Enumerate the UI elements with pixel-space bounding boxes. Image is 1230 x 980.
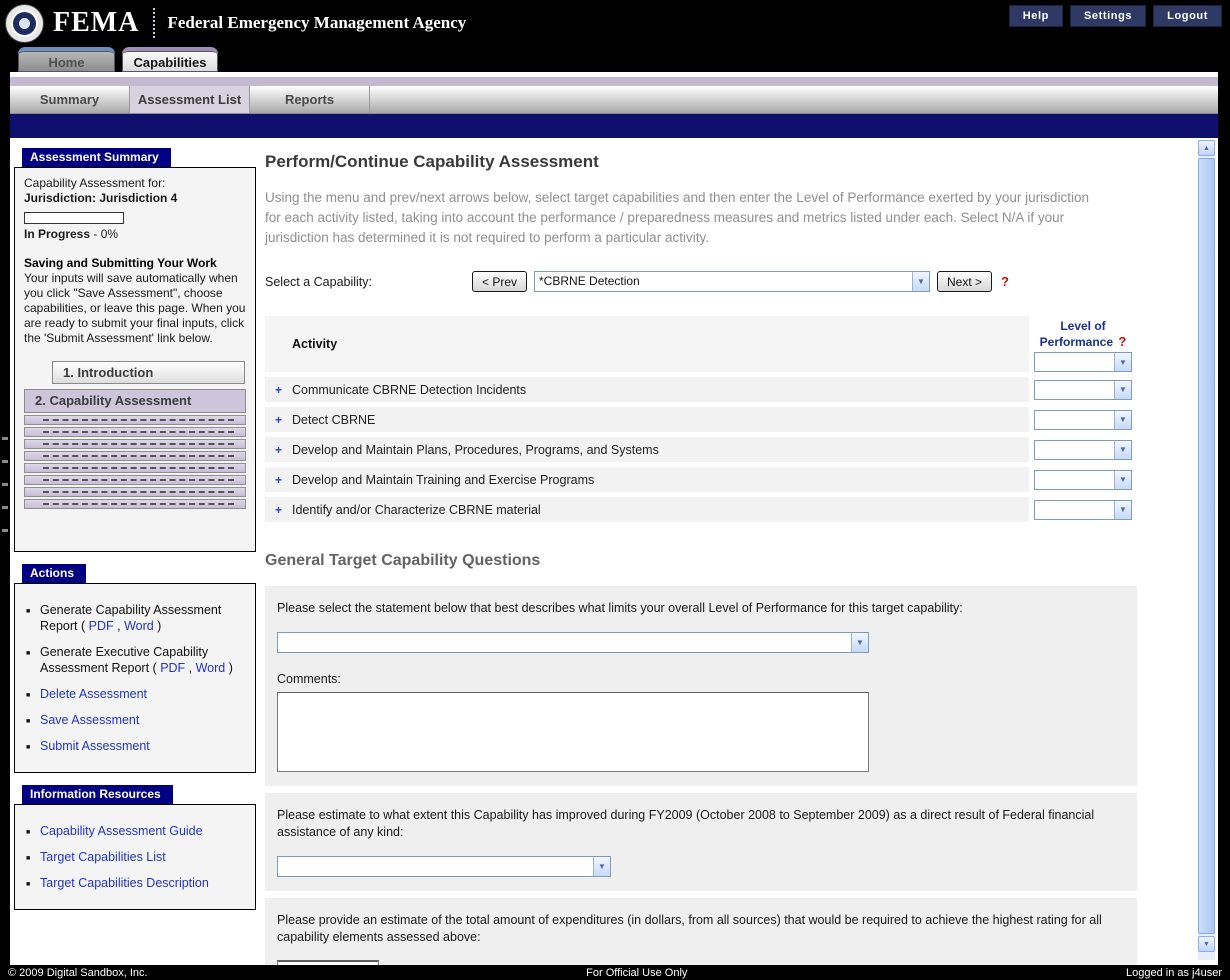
instructions-text: Using the menu and prev/next arrows below, select target capabilities and then enter the Level of Performance exerted by your jurisdiction for each activity listed, taking into account the performance / preparedness measures and metrics listed under each. Select N/A if your jurisdiction has determined it is not required to perform a particular activity. bbox=[265, 190, 1089, 245]
assessment-nav bbox=[24, 361, 246, 543]
saving-text: Your inputs will save automatically when you click "Save Assessment", choose capabilities, or leave this page. When you are ready to submit your final inputs, click the 'Submit Assessment' link below. bbox=[24, 271, 246, 345]
progress-bar bbox=[24, 212, 124, 224]
chevron-down-icon: ▼ bbox=[1114, 381, 1131, 399]
information-resources-header: Information Resources bbox=[22, 785, 173, 804]
generate-exec-report-pdf-link[interactable]: PDF bbox=[160, 661, 186, 675]
activity-table-header bbox=[265, 316, 1137, 372]
expand-icon[interactable]: + bbox=[274, 382, 282, 397]
activity-row bbox=[265, 467, 1137, 492]
help-button[interactable]: Help bbox=[1009, 5, 1063, 27]
activity-table bbox=[265, 316, 1137, 522]
action-generate-report: ■ Generate Capability Assessment Report ( PDF , Word ) bbox=[24, 602, 246, 634]
saving-title: Saving and Submitting Your Work bbox=[24, 256, 217, 270]
nav-item-collapsed[interactable] bbox=[24, 415, 246, 425]
questions-section-title: General Target Capability Questions bbox=[265, 552, 541, 569]
activity-row bbox=[265, 407, 1137, 432]
activity-label: Communicate CBRNE Detection Incidents bbox=[292, 382, 527, 397]
lop-select[interactable] bbox=[1034, 440, 1132, 460]
next-button[interactable]: Next > bbox=[937, 271, 992, 292]
brand-logo-text: FEMA bbox=[53, 7, 140, 38]
capability-assessment-guide-link[interactable]: Capability Assessment Guide bbox=[40, 824, 203, 838]
information-resources-panel bbox=[14, 785, 256, 910]
capability-assessment-for-label: Capability Assessment for: bbox=[24, 176, 166, 190]
limits-select[interactable] bbox=[277, 632, 869, 653]
question-limits-label: Please select the statement below that best describes what limits your overall Level of Performance for this target capability: bbox=[277, 601, 963, 615]
scroll-down-icon[interactable]: ▼ bbox=[1198, 936, 1215, 952]
edge-tick bbox=[2, 506, 8, 509]
lop-select[interactable] bbox=[1034, 410, 1132, 430]
nav-item-collapsed[interactable] bbox=[24, 475, 246, 485]
lop-select[interactable] bbox=[1034, 470, 1132, 490]
lop-help-icon[interactable]: ? bbox=[1118, 334, 1127, 349]
scrollbar-thumb[interactable] bbox=[1198, 158, 1215, 934]
nav-item-collapsed[interactable] bbox=[24, 427, 246, 437]
chevron-down-icon: ▼ bbox=[1114, 501, 1131, 519]
chevron-down-icon: ▼ bbox=[1114, 411, 1131, 429]
submit-assessment-link[interactable]: Submit Assessment bbox=[40, 739, 150, 753]
actions-panel bbox=[14, 564, 256, 773]
sidebar bbox=[14, 148, 256, 910]
jurisdiction-label: Jurisdiction: Jurisdiction 4 bbox=[24, 191, 178, 205]
activity-label: Develop and Maintain Training and Exercise Programs bbox=[292, 472, 595, 487]
action-submit-assessment bbox=[24, 738, 246, 754]
target-capabilities-description-link[interactable]: Target Capabilities Description bbox=[40, 876, 209, 890]
subtab-bar bbox=[10, 86, 1218, 114]
activity-row bbox=[265, 437, 1137, 462]
tab-capabilities[interactable]: Capabilities bbox=[122, 47, 218, 72]
comments-label: Comments: bbox=[277, 672, 341, 686]
action-generate-exec-report: ■ Generate Executive Capability Assessment Report ( PDF , Word ) bbox=[24, 644, 246, 676]
subtab-reports[interactable]: Reports bbox=[250, 86, 370, 113]
chevron-down-icon: ▼ bbox=[912, 272, 929, 291]
official-use-text: For Official Use Only bbox=[586, 966, 688, 979]
app-header bbox=[0, 0, 1230, 46]
save-assessment-link[interactable]: Save Assessment bbox=[40, 713, 140, 727]
edge-tick bbox=[2, 483, 8, 486]
question-improvement-label: Please estimate to what extent this Capability has improved during FY2009 (October 2008 to September 2009) as a direct result of Federal financial assistance of any kind: bbox=[277, 808, 1095, 839]
expand-icon[interactable]: + bbox=[274, 442, 282, 457]
progress-status: In Progress - 0% bbox=[24, 227, 119, 241]
nav-item-collapsed[interactable] bbox=[24, 499, 246, 509]
question-expenditure-label: Please provide an estimate of the total amount of expenditures (in dollars, from all sources) that would be required to achieve the highest rating for all capability elements assessed above: bbox=[277, 913, 1102, 944]
select-capability-label: Select a Capability: bbox=[265, 274, 373, 289]
navy-bar bbox=[10, 114, 1218, 138]
comments-textarea[interactable] bbox=[277, 692, 869, 772]
lop-select-header[interactable] bbox=[1034, 352, 1132, 372]
action-save-assessment bbox=[24, 712, 246, 728]
resource-item bbox=[24, 849, 246, 865]
question-improvement-panel bbox=[265, 793, 1137, 891]
question-limits-panel bbox=[265, 586, 1137, 786]
capability-help-icon[interactable]: ? bbox=[1001, 274, 1009, 289]
edge-tick bbox=[2, 437, 8, 440]
subtab-summary[interactable]: Summary bbox=[10, 86, 130, 113]
chevron-down-icon: ▼ bbox=[593, 857, 610, 876]
logged-in-text: Logged in as j4user bbox=[1125, 966, 1222, 979]
activity-row bbox=[265, 497, 1137, 522]
copyright-text: © 2009 Digital Sandbox, Inc. bbox=[8, 966, 148, 979]
expand-icon[interactable]: + bbox=[274, 472, 282, 487]
expand-icon[interactable]: + bbox=[274, 412, 282, 427]
generate-exec-report-word-link[interactable]: Word bbox=[195, 661, 226, 675]
page-title: Perform/Continue Capability Assessment bbox=[265, 152, 599, 171]
settings-button[interactable]: Settings bbox=[1070, 5, 1146, 27]
tab-home[interactable]: Home bbox=[18, 47, 115, 72]
activity-label: Identify and/or Characterize CBRNE material bbox=[292, 502, 541, 517]
delete-assessment-link[interactable]: Delete Assessment bbox=[40, 687, 147, 701]
footer bbox=[0, 965, 1230, 980]
content-area bbox=[10, 138, 1218, 964]
nav-item-collapsed[interactable] bbox=[24, 463, 246, 473]
chevron-down-icon: ▼ bbox=[1114, 471, 1131, 489]
nav-item-collapsed[interactable] bbox=[24, 487, 246, 497]
lop-select[interactable] bbox=[1034, 500, 1132, 520]
header-divider bbox=[153, 8, 155, 38]
resource-item bbox=[24, 875, 246, 891]
capability-select[interactable]: *CBRNE Detection ▼ bbox=[534, 271, 930, 292]
dhs-seal-icon bbox=[6, 5, 43, 42]
activity-row bbox=[265, 377, 1137, 402]
content-sheet bbox=[10, 72, 1218, 965]
expand-icon[interactable]: + bbox=[274, 502, 282, 517]
agency-name: Federal Emergency Management Agency bbox=[167, 13, 467, 32]
lop-select[interactable] bbox=[1034, 380, 1132, 400]
activity-column-header: Activity bbox=[265, 316, 1029, 372]
nav-item-capability-assessment[interactable]: 2. Capability Assessment bbox=[24, 389, 246, 413]
improvement-select[interactable] bbox=[277, 856, 611, 877]
lavender-strip bbox=[10, 77, 1218, 86]
assessment-summary-header: Assessment Summary bbox=[22, 148, 171, 167]
edge-tick bbox=[2, 460, 8, 463]
chevron-down-icon: ▼ bbox=[1114, 353, 1131, 371]
nav-item-collapsed[interactable] bbox=[24, 439, 246, 449]
chevron-down-icon: ▼ bbox=[1114, 441, 1131, 459]
action-delete-assessment bbox=[24, 686, 246, 702]
nav-item-introduction[interactable]: 1. Introduction bbox=[52, 361, 245, 384]
assessment-summary-panel bbox=[14, 148, 256, 552]
main-panel bbox=[265, 152, 1155, 980]
scroll-up-icon[interactable]: ▲ bbox=[1198, 140, 1215, 156]
level-of-performance-header: Level of Performance ? bbox=[1039, 319, 1127, 349]
chevron-down-icon: ▼ bbox=[851, 633, 868, 652]
prev-button[interactable]: < Prev bbox=[472, 271, 527, 292]
resource-item bbox=[24, 823, 246, 839]
activity-label: Detect CBRNE bbox=[292, 412, 376, 427]
capability-selector-row bbox=[265, 271, 1155, 292]
generate-report-pdf-link[interactable]: PDF bbox=[88, 619, 114, 633]
edge-tick bbox=[2, 529, 8, 532]
logout-button[interactable]: Logout bbox=[1153, 5, 1222, 27]
vertical-scrollbar[interactable] bbox=[1198, 140, 1215, 960]
target-capabilities-list-link[interactable]: Target Capabilities List bbox=[40, 850, 166, 864]
subtab-assessment-list[interactable]: Assessment List bbox=[130, 86, 250, 113]
actions-header: Actions bbox=[22, 564, 86, 583]
generate-report-word-link[interactable]: Word bbox=[124, 619, 154, 633]
nav-item-collapsed[interactable] bbox=[24, 451, 246, 461]
activity-label: Develop and Maintain Plans, Procedures, Programs, and Systems bbox=[292, 442, 659, 457]
